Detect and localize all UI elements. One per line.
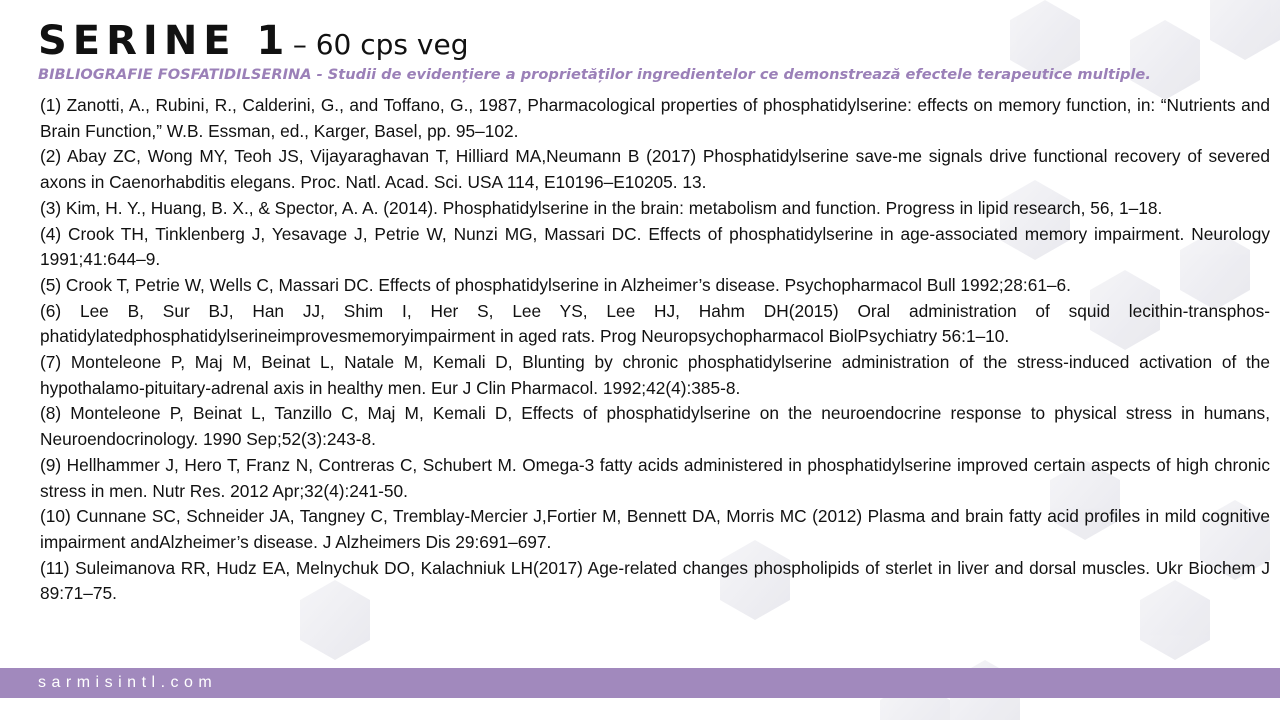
reference-list xyxy=(40,93,1270,607)
product-subtitle: – 60 cps veg xyxy=(292,28,469,61)
website-link[interactable]: sarmisintl.com xyxy=(38,674,218,691)
reference-item: (2) Abay ZC, Wong MY, Teoh JS, Vijayaraghavan T, Hilliard MA,Neumann B (2017) Phosphatidylserine save-me signals drive functional recovery of severed axons in Caenorhabditis elegans. Proc. Natl. Acad. Sci. USA 114, E10196–E10205. 13. xyxy=(40,146,1270,193)
slide-title xyxy=(38,18,468,64)
reference-item: (7) Monteleone P, Maj M, Beinat L, Natale M, Kemali D, Blunting by chronic phosphatidylserine administration of the stress-induced activation of the hypothalamo-pituitary-adrenal axis in healthy men. Eur J Clin Pharmacol. 1992;42(4):385-8. xyxy=(40,352,1270,398)
footer-bar xyxy=(0,668,1280,698)
reference-item: (3) Kim, H. Y., Huang, B. X., & Spector, A. A. (2014). Phosphatidylserine in the brain: metabolism and function. Progress in lipid research, 56, 1–18. xyxy=(40,197,1163,218)
reference-item: (1) Zanotti, A., Rubini, R., Calderini, G., and Toffano, G., 1987, Pharmacological properties of phosphatidylserine: effects on memory function, in: “Nutrients and Brain Function,” W.B. Essman, ed., Karger, Basel, pp. 95–102. xyxy=(40,95,1270,141)
reference-item: (8) Monteleone P, Beinat L, Tanzillo C, Maj M, Kemali D, Effects of phosphatidylserine on the neuroendocrine response to physical stress in humans, Neuroendocrinology. 1990 Sep;52(3):243-8. xyxy=(40,403,1270,450)
reference-item: (9) Hellhammer J, Hero T, Franz N, Contreras C, Schubert M. Omega-3 fatty acids administered in phosphatidylserine improved certain aspects of high chronic stress in men. Nutr Res. 2012 Apr;32(4):241-50. xyxy=(40,454,1270,501)
reference-item: (4) Crook TH, Tinklenberg J, Yesavage J, Petrie W, Nunzi MG, Massari DC. Effects of phosphatidylserine in age-associated memory impairment. Neurology 1991;41:644–9. xyxy=(40,223,1270,270)
reference-item: (10) Cunnane SC, Schneider JA, Tangney C, Tremblay-Mercier J,Fortier M, Bennett DA, Morris MC (2012) Plasma and brain fatty acid profiles in mild cognitive impairment andAlzheimer’s disease. J Alzheimers Dis 29:691–697. xyxy=(40,506,1270,552)
reference-item: (5) Crook T, Petrie W, Wells C, Massari DC. Effects of phosphatidylserine in Alzheimer’s disease. Psychopharmacol Bull 1992;28:61–6. xyxy=(40,274,1071,295)
reference-item: (6) Lee B, Sur BJ, Han JJ, Shim I, Her S, Lee YS, Lee HJ, Hahm DH(2015) Oral administration of squid lecithin-transphos-phatidylatedphosphatidylserineimprovesmemoryimpairment in aged rats. Prog Neuropsychopharmacol BiolPsychiatry 56:1–10. xyxy=(40,300,1270,347)
product-title: SERINE 1 xyxy=(38,18,291,64)
bibliography-heading: BIBLIOGRAFIE FOSFATIDILSERINA - Studii de evidențiere a proprietăților ingredientelor ce demonstrează efectele terapeutice multiple. xyxy=(38,66,1151,83)
reference-item: (11) Suleimanova RR, Hudz EA, Melnychuk DO, Kalachniuk LH(2017) Age-related changes phospholipids of sterlet in liver and dorsal muscles. Ukr Biochem J 89:71–75. xyxy=(40,557,1270,604)
